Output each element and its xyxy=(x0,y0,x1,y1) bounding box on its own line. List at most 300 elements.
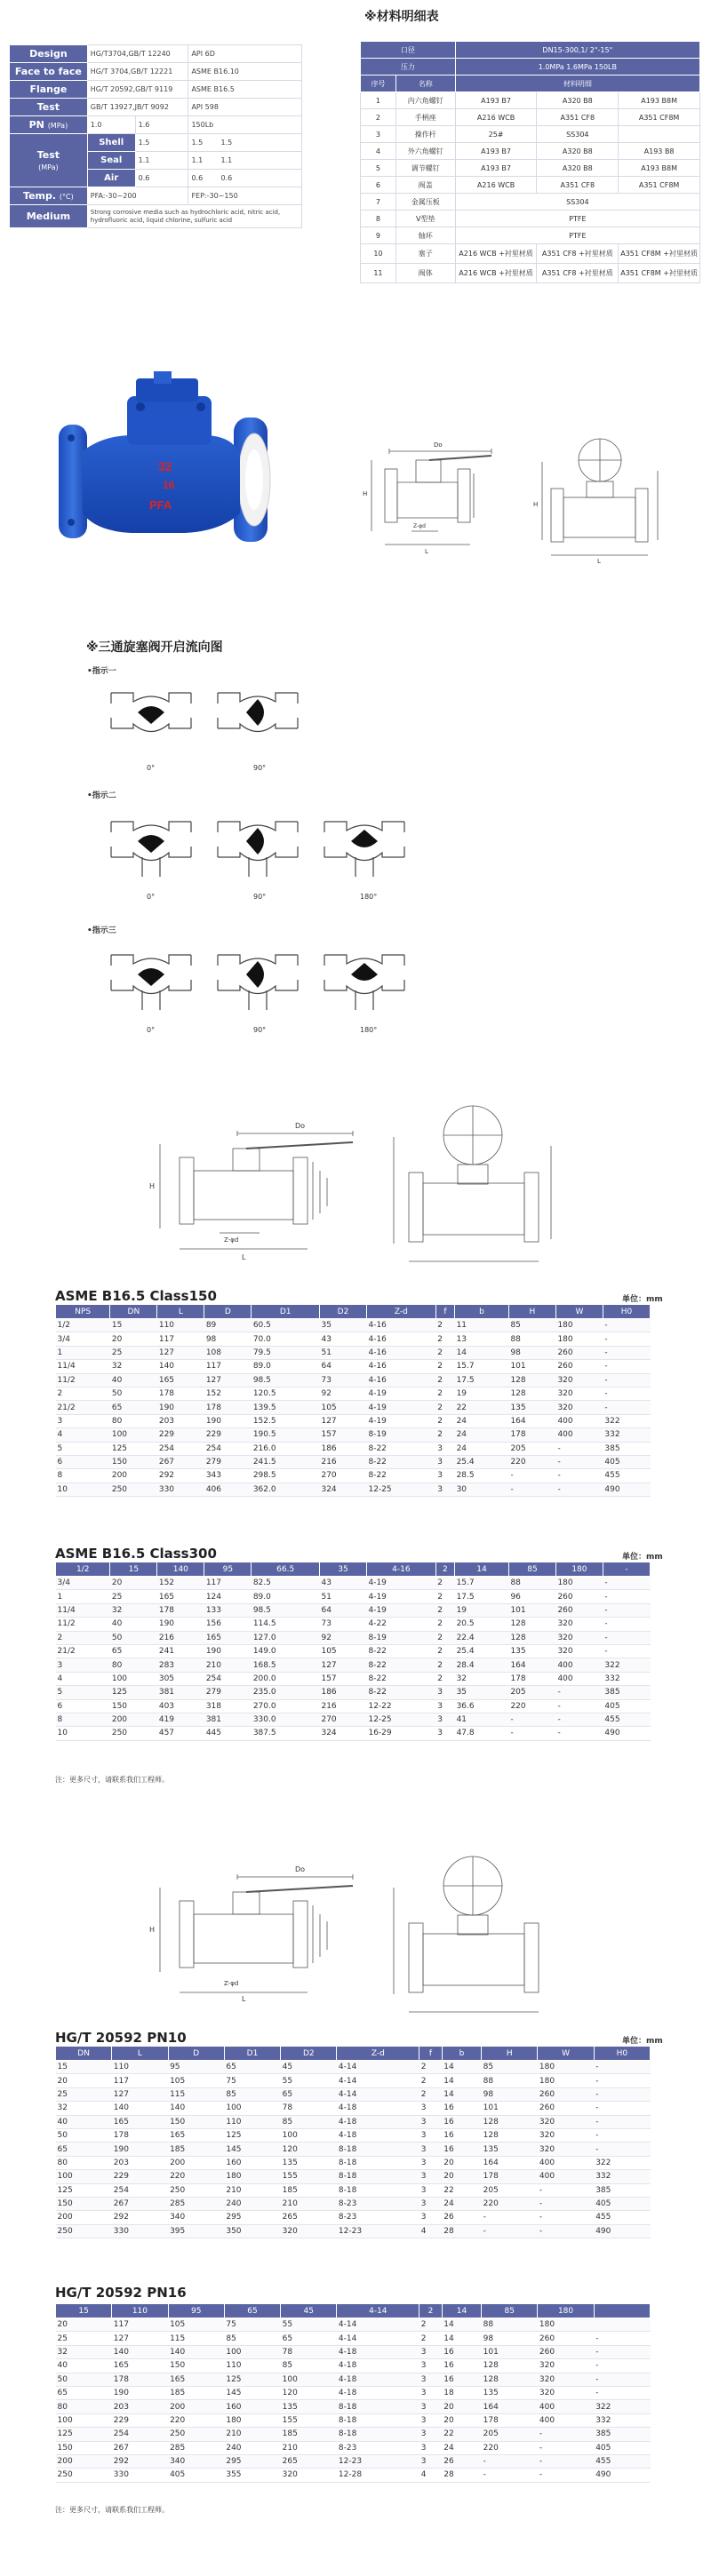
valve-mark-model: PFA xyxy=(149,498,172,512)
table-cell: 101 xyxy=(508,1360,555,1373)
table-cell: 190 xyxy=(157,1401,204,1414)
spec-value-3: 0.6 xyxy=(220,174,233,182)
table-cell: 180 xyxy=(555,1319,603,1332)
spec-sub-label: Seal xyxy=(87,152,135,170)
table-cell: 128 xyxy=(482,2373,538,2386)
table-row xyxy=(56,2454,651,2468)
pn-label: PN xyxy=(28,119,44,131)
table-cell: 24 xyxy=(455,1442,509,1455)
table-cell: 320 xyxy=(538,2373,594,2386)
table-cell: 8-22 xyxy=(366,1455,435,1468)
table-cell: 8-19 xyxy=(366,1428,435,1442)
table-cell: 11 xyxy=(455,1319,509,1332)
material-row xyxy=(361,177,700,194)
table-cell: 17.5 xyxy=(455,1373,509,1387)
material-cell-a: A193 B7 xyxy=(455,92,537,109)
table-cell: 14 xyxy=(442,2061,481,2074)
table-cell: 85 xyxy=(508,1319,555,1332)
spec-value xyxy=(188,152,302,170)
table-cell: 2 xyxy=(419,2087,443,2101)
table-row xyxy=(56,2170,651,2183)
table-cell: 2 xyxy=(56,1631,110,1644)
table-header-cell: 180 xyxy=(555,1562,603,1577)
table-row xyxy=(56,2400,651,2413)
material-cell-empty xyxy=(619,126,700,143)
table-cell: 24 xyxy=(455,1414,509,1427)
table-cell: 400 xyxy=(555,1658,603,1672)
pn-unit: (MPa) xyxy=(47,122,68,130)
table-row xyxy=(56,2183,651,2197)
table-cell: 28.4 xyxy=(455,1658,509,1672)
spec-value: API 6D xyxy=(188,45,302,63)
table-cell: - xyxy=(555,1469,603,1483)
table-cell: 145 xyxy=(224,2386,280,2399)
table-cell: 332 xyxy=(594,2170,650,2183)
table-cell: 127 xyxy=(112,2087,168,2101)
material-cell-b: A351 CF8 +衬里材质 xyxy=(537,244,619,264)
table-cell: 8-18 xyxy=(337,2413,419,2427)
table-cell: 98.5 xyxy=(252,1603,320,1617)
table-cell: 330.0 xyxy=(252,1713,320,1726)
table-cell: 4-16 xyxy=(366,1332,435,1346)
table-cell: 140 xyxy=(168,2102,224,2115)
table-cell: 128 xyxy=(508,1373,555,1387)
table-header-cell: 4-14 xyxy=(337,2304,419,2318)
table-cell: 165 xyxy=(168,2128,224,2142)
table-cell: 135 xyxy=(281,2156,337,2169)
table-cell: 320 xyxy=(555,1373,603,1387)
table-cell: 155 xyxy=(281,2170,337,2183)
table-cell: 381 xyxy=(157,1686,204,1699)
material-cell-no: 1 xyxy=(361,92,396,109)
table-cell: 2 xyxy=(435,1618,454,1631)
table-cell: 149.0 xyxy=(252,1644,320,1658)
table-row xyxy=(56,1387,651,1400)
material-cell-c: A351 CF8M +衬里材质 xyxy=(619,244,700,264)
table-cell: - xyxy=(538,2441,594,2454)
material-cell-no: 11 xyxy=(361,264,396,283)
table-cell: - xyxy=(603,1644,650,1658)
table-cell: 320 xyxy=(555,1618,603,1631)
table-cell: 4-18 xyxy=(337,2345,419,2358)
table-row xyxy=(56,2332,651,2345)
material-title: ※材料明细表 xyxy=(364,10,439,24)
table-cell: 50 xyxy=(110,1387,157,1400)
table-cell: 267 xyxy=(112,2197,168,2210)
material-cell-no: 3 xyxy=(361,126,396,143)
table-cell: 220 xyxy=(168,2413,224,2427)
table-header-cell: 4-16 xyxy=(366,1562,435,1577)
table-cell: - xyxy=(538,2454,594,2468)
table-row xyxy=(56,2428,651,2441)
table-cell: 4-19 xyxy=(366,1387,435,1400)
table-cell: 445 xyxy=(204,1727,252,1740)
table-cell: 178 xyxy=(204,1401,252,1414)
table-cell: 101 xyxy=(482,2345,538,2358)
table-cell: - xyxy=(594,2143,650,2156)
table-cell: 8-19 xyxy=(366,1631,435,1644)
table-cell: 80 xyxy=(110,1414,157,1427)
table-cell: 133 xyxy=(204,1603,252,1617)
table-cell: 5 xyxy=(56,1686,110,1699)
table-cell: 3 xyxy=(419,2400,443,2413)
table-cell: 235.0 xyxy=(252,1686,320,1699)
detail-label: 材料明细 xyxy=(455,76,699,92)
table-cell: 203 xyxy=(112,2400,168,2413)
label-l-3: L xyxy=(242,1995,246,2003)
table-cell: 400 xyxy=(538,2170,594,2183)
table-cell: 65 xyxy=(110,1644,157,1658)
spec-label: Design xyxy=(10,45,88,63)
table-cell: 25.4 xyxy=(455,1644,509,1658)
valve-mark-size: 32 xyxy=(158,459,172,473)
table-cell: 385 xyxy=(603,1686,650,1699)
table-cell: 47.8 xyxy=(455,1727,509,1740)
table-cell: 6 xyxy=(56,1699,110,1713)
table-cell: 178 xyxy=(508,1672,555,1685)
note-2: 注：更多尺寸，请联系我们工程师。 xyxy=(55,2506,169,2514)
table-cell: 150 xyxy=(56,2197,112,2210)
table-cell: 152 xyxy=(204,1387,252,1400)
material-cell-name: 塞子 xyxy=(395,244,455,264)
spec-row-face xyxy=(10,63,302,81)
dimension-drawing-lever-3 xyxy=(144,1852,366,2003)
table-cell: 292 xyxy=(112,2454,168,2468)
table-cell: 241 xyxy=(157,1644,204,1658)
table-cell: 16 xyxy=(442,2102,481,2115)
table-cell: 16 xyxy=(442,2373,481,2386)
material-cell-a: PTFE xyxy=(455,211,699,227)
table-cell: 3 xyxy=(419,2211,443,2224)
label-zd-2: Z-φd xyxy=(224,1236,239,1244)
flow-group-label-3: •指示三 xyxy=(87,926,116,935)
table-cell: 32 xyxy=(56,2102,112,2115)
table-cell: 11/4 xyxy=(56,1603,110,1617)
table-cell: 101 xyxy=(508,1603,555,1617)
no-label: 序号 xyxy=(361,76,396,92)
table-cell: 4-18 xyxy=(337,2128,419,2142)
table-row xyxy=(56,1401,651,1414)
material-row xyxy=(361,126,700,143)
table-cell: 4 xyxy=(419,2224,443,2238)
dimension-table-class300 xyxy=(55,1562,651,1741)
table-cell: 385 xyxy=(594,2183,650,2197)
table-header-cell: Z-d xyxy=(366,1305,435,1319)
table-cell: 50 xyxy=(110,1631,157,1644)
table-cell: 152.5 xyxy=(252,1414,320,1427)
table-cell: 20 xyxy=(442,2413,481,2427)
table-row xyxy=(56,2128,651,2142)
table-cell: 250 xyxy=(56,2469,112,2482)
table-cell: 190 xyxy=(112,2386,168,2399)
table-cell: 205 xyxy=(508,1442,555,1455)
table-title-3: HG/T 20592 PN10 xyxy=(55,2030,187,2046)
flow-angle-label: 90° xyxy=(253,893,267,901)
table-cell: 2 xyxy=(435,1644,454,1658)
table-cell: - xyxy=(594,2115,650,2128)
table-cell: - xyxy=(482,2469,538,2482)
table-cell: 70.0 xyxy=(252,1332,320,1346)
table-cell: 267 xyxy=(112,2441,168,2454)
table-cell: 40 xyxy=(56,2359,112,2373)
table-cell: 85 xyxy=(224,2087,280,2101)
table-cell: 229 xyxy=(112,2170,168,2183)
table-cell: 2 xyxy=(419,2074,443,2087)
table-cell: 1 xyxy=(56,1346,110,1359)
table-cell: 3 xyxy=(419,2441,443,2454)
table-cell: 254 xyxy=(112,2183,168,2197)
table-cell: 4-19 xyxy=(366,1590,435,1603)
table-cell: 25 xyxy=(56,2087,112,2101)
table-cell: 200 xyxy=(168,2400,224,2413)
table-cell: 260 xyxy=(538,2345,594,2358)
table-cell: 25 xyxy=(110,1346,157,1359)
table-cell: 19 xyxy=(455,1387,509,1400)
table-cell: 4-14 xyxy=(337,2087,419,2101)
table-row xyxy=(56,1631,651,1644)
table-cell: 80 xyxy=(56,2156,112,2169)
table-cell: 190 xyxy=(112,2143,168,2156)
temp-unit: (°C) xyxy=(59,193,74,201)
table-cell: 4-16 xyxy=(366,1319,435,1332)
table-cell: 100 xyxy=(110,1428,157,1442)
table-cell: - xyxy=(594,2386,650,2399)
table-cell: 400 xyxy=(538,2400,594,2413)
table-cell: 332 xyxy=(603,1672,650,1685)
table-cell: 65 xyxy=(281,2087,337,2101)
table-cell: 220 xyxy=(168,2170,224,2183)
table-cell: - xyxy=(594,2074,650,2087)
table-cell: 4-16 xyxy=(366,1373,435,1387)
table-cell: 150 xyxy=(110,1455,157,1468)
table-cell: 25 xyxy=(56,2332,112,2345)
table-row xyxy=(56,1713,651,1726)
table-cell: 229 xyxy=(157,1428,204,1442)
table-cell: 205 xyxy=(508,1686,555,1699)
spec-value: HG/T 20592,GB/T 9119 xyxy=(87,81,188,99)
table-cell: - xyxy=(603,1577,650,1590)
table-row xyxy=(56,2061,651,2074)
table-cell: - xyxy=(603,1618,650,1631)
table-cell: 150 xyxy=(168,2359,224,2373)
table-cell: 8-22 xyxy=(366,1469,435,1483)
table-header-cell: DN xyxy=(56,2047,112,2061)
table-cell: 2 xyxy=(435,1360,454,1373)
table-cell: 178 xyxy=(112,2128,168,2142)
table-cell: 60.5 xyxy=(252,1319,320,1332)
table-cell: 36.6 xyxy=(455,1699,509,1713)
spec-value: HG/T 3704,GB/T 12221 xyxy=(87,63,188,81)
table-cell: 340 xyxy=(168,2211,224,2224)
table-header-cell: H xyxy=(482,2047,538,2061)
table-cell: 405 xyxy=(603,1455,650,1468)
table-cell: 3 xyxy=(419,2102,443,2115)
spec-row-shell xyxy=(10,134,302,152)
table-header-cell xyxy=(594,2304,650,2318)
spec-row-temp xyxy=(10,187,302,205)
table-cell: 4-14 xyxy=(337,2318,419,2332)
table-cell: 22 xyxy=(455,1401,509,1414)
dimension-table-class150 xyxy=(55,1304,651,1497)
table-cell: 17.5 xyxy=(455,1590,509,1603)
table-cell: 64 xyxy=(319,1360,366,1373)
table-cell: 24 xyxy=(442,2197,481,2210)
spec-value-2: 1.5 xyxy=(191,139,204,147)
table-cell: 2 xyxy=(435,1658,454,1672)
label-h-2: H xyxy=(149,1182,156,1190)
table-cell: 20 xyxy=(442,2156,481,2169)
table-header-cell: 14 xyxy=(442,2304,481,2318)
spec-row-pn xyxy=(10,116,302,134)
table-cell: 88 xyxy=(508,1577,555,1590)
material-cell-no: 2 xyxy=(361,109,396,126)
spec-value: 1.6 xyxy=(135,116,188,134)
spec-value-2: 0.6 xyxy=(191,174,204,182)
table-cell: 260 xyxy=(538,2332,594,2345)
table-header-cell: 110 xyxy=(112,2304,168,2318)
spec-sub-label: Shell xyxy=(87,134,135,152)
table-cell: - xyxy=(603,1346,650,1359)
table-cell: 285 xyxy=(168,2197,224,2210)
table-cell: 2 xyxy=(435,1428,454,1442)
table-header-cell: H0 xyxy=(594,2047,650,2061)
table-cell: 229 xyxy=(112,2413,168,2427)
table-cell: 4-18 xyxy=(337,2386,419,2399)
table-cell: 3 xyxy=(419,2345,443,2358)
table-cell: - xyxy=(482,2224,538,2238)
table-cell: 4-16 xyxy=(366,1346,435,1359)
table-cell: 362.0 xyxy=(252,1483,320,1496)
table-cell: 120 xyxy=(281,2386,337,2399)
spec-value: GB/T 13927,JB/T 9092 xyxy=(87,99,188,116)
table-cell: 6 xyxy=(56,1455,110,1468)
flow-valve-figure xyxy=(316,804,413,884)
table-cell: 108 xyxy=(204,1346,252,1359)
material-cell-c: A193 B8 xyxy=(619,143,700,160)
table-cell: 20 xyxy=(442,2400,481,2413)
table-cell: 260 xyxy=(538,2087,594,2101)
table-row xyxy=(56,1414,651,1427)
material-cell-a: A216 WCB xyxy=(455,177,537,194)
table-cell: 405 xyxy=(168,2469,224,2482)
flow-title: ※三通旋塞阀开启流向图 xyxy=(86,640,223,655)
table-cell: - xyxy=(482,2454,538,2468)
table-row xyxy=(56,1590,651,1603)
table-cell: 50 xyxy=(56,2128,112,2142)
table-row xyxy=(56,1727,651,1740)
flow-angle-label: 0° xyxy=(147,764,156,772)
material-cell-name: V型垫 xyxy=(395,211,455,227)
table-header-cell: L xyxy=(157,1305,204,1319)
table-cell: 2 xyxy=(56,1387,110,1400)
material-cell-a: A216 WCB xyxy=(455,109,537,126)
dimension-table-pn16 xyxy=(55,2303,651,2483)
flow-valve-figure xyxy=(209,675,307,755)
note-1: 注：更多尺寸，请联系我们工程师。 xyxy=(55,1776,169,1784)
table-cell: 8-18 xyxy=(337,2183,419,2197)
table-row xyxy=(56,1346,651,1359)
table-header-cell: L xyxy=(112,2047,168,2061)
spec-label xyxy=(10,187,88,205)
table-cell: 180 xyxy=(224,2413,280,2427)
material-cell-c: A193 B8M xyxy=(619,92,700,109)
material-cell-no: 4 xyxy=(361,143,396,160)
table-cell: 105 xyxy=(319,1644,366,1658)
table-cell: 3 xyxy=(435,1727,454,1740)
table-cell: 8 xyxy=(56,1713,110,1726)
table-cell: - xyxy=(594,2102,650,2115)
table-cell: 250 xyxy=(110,1483,157,1496)
table-cell: 3 xyxy=(419,2115,443,2128)
material-cell-b: A351 CF8 xyxy=(537,109,619,126)
table-cell: 3/4 xyxy=(56,1332,110,1346)
table-cell: 2 xyxy=(435,1577,454,1590)
table-cell: 400 xyxy=(538,2413,594,2427)
flow-angle-label: 0° xyxy=(147,893,156,901)
table-cell: 180 xyxy=(224,2170,280,2183)
table-cell: 200 xyxy=(168,2156,224,2169)
flow-group-label-2: •指示二 xyxy=(87,791,116,800)
table-header-cell: H xyxy=(508,1305,555,1319)
test-unit: (MPa) xyxy=(38,163,59,171)
table-cell: 178 xyxy=(157,1387,204,1400)
table-cell: - xyxy=(594,2345,650,2358)
table-cell: 405 xyxy=(594,2441,650,2454)
table-cell: 25 xyxy=(110,1590,157,1603)
material-cell-no: 8 xyxy=(361,211,396,227)
material-cell-c: A193 B8M xyxy=(619,160,700,177)
table-cell: 200 xyxy=(56,2454,112,2468)
table-cell: 85 xyxy=(281,2115,337,2128)
material-cell-a: A216 WCB +衬里材质 xyxy=(455,244,537,264)
table-cell: 186 xyxy=(319,1442,366,1455)
table-cell: 120 xyxy=(281,2143,337,2156)
table-cell: 403 xyxy=(157,1699,204,1713)
table-cell: 490 xyxy=(594,2469,650,2482)
table-cell: 490 xyxy=(603,1727,650,1740)
table-cell: 35 xyxy=(455,1686,509,1699)
table-cell: 100 xyxy=(224,2345,280,2358)
table-header-cell: 35 xyxy=(319,1562,366,1577)
table-cell: 180 xyxy=(555,1332,603,1346)
table-cell: - xyxy=(538,2211,594,2224)
table-cell: 8-22 xyxy=(366,1442,435,1455)
table-cell: 455 xyxy=(594,2454,650,2468)
table-cell: 40 xyxy=(56,2115,112,2128)
table-cell: 165 xyxy=(157,1590,204,1603)
table-header-cell: 66.5 xyxy=(252,1562,320,1577)
label-do: Do xyxy=(434,441,443,449)
table-header-cell: Z-d xyxy=(337,2047,419,2061)
table-cell: 26 xyxy=(442,2454,481,2468)
table-cell: 178 xyxy=(112,2373,168,2386)
table-cell: 279 xyxy=(204,1455,252,1468)
flow-valve-figure xyxy=(102,804,200,884)
table-row xyxy=(56,1360,651,1373)
spec-row-medium xyxy=(10,205,302,228)
material-cell-c: A351 CF8M +衬里材质 xyxy=(619,264,700,283)
table-cell: 260 xyxy=(555,1603,603,1617)
table-cell: 25.4 xyxy=(455,1455,509,1468)
table-header-cell: H0 xyxy=(603,1305,650,1319)
flow-valve-figure xyxy=(209,937,307,1017)
table-cell: 12-25 xyxy=(366,1713,435,1726)
table-cell: 250 xyxy=(110,1727,157,1740)
table-cell: 124 xyxy=(204,1590,252,1603)
table-cell: 320 xyxy=(281,2224,337,2238)
table-header-cell: 95 xyxy=(204,1562,252,1577)
table-cell: 292 xyxy=(157,1469,204,1483)
